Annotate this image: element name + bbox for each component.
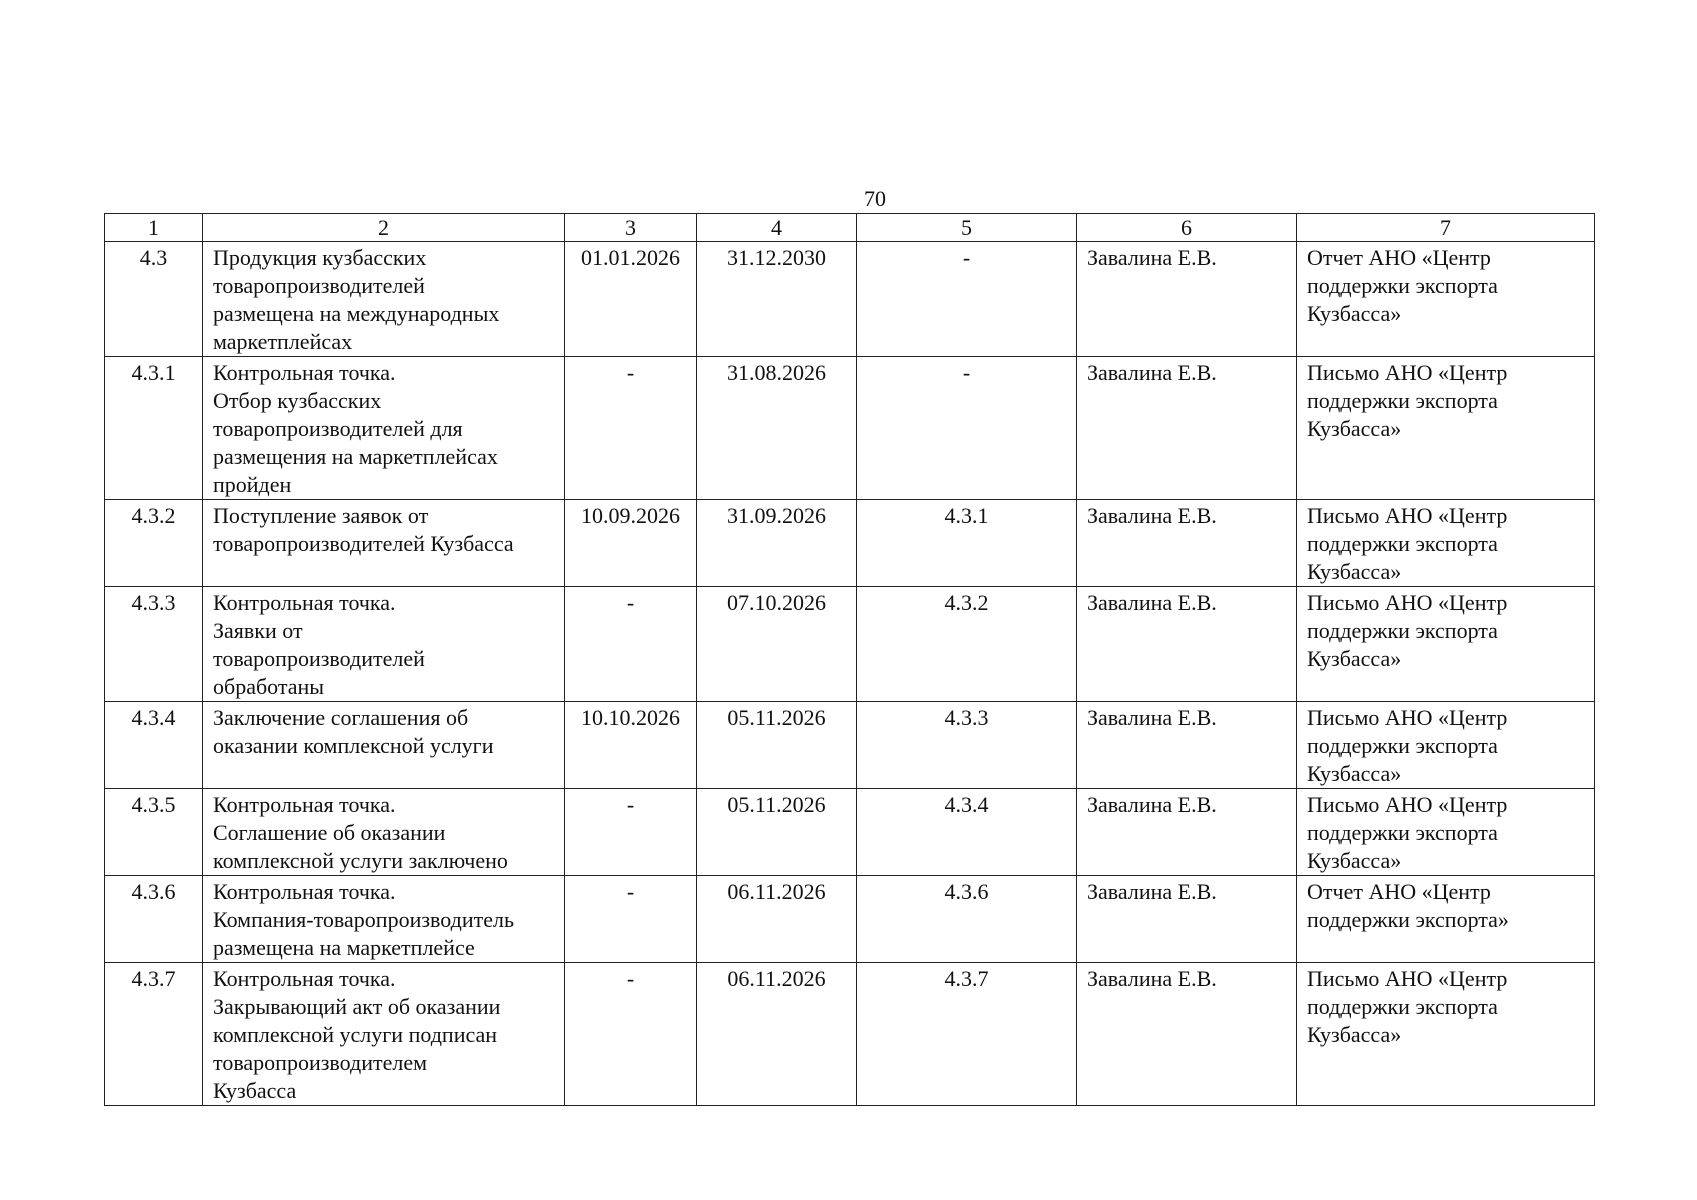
header-cell: 4 bbox=[697, 214, 857, 242]
row-document: Письмо АНО «Центр поддержки экспорта Кузбасса» bbox=[1297, 702, 1595, 789]
row-number: 4.3.2 bbox=[105, 500, 203, 587]
row-end-date: 06.11.2026 bbox=[697, 963, 857, 1106]
row-number: 4.3.3 bbox=[105, 587, 203, 702]
row-name: Поступление заявок от товаропроизводителей Кузбасса bbox=[203, 500, 565, 587]
header-cell: 7 bbox=[1297, 214, 1595, 242]
table-row bbox=[105, 587, 1595, 702]
row-number: 4.3.7 bbox=[105, 963, 203, 1106]
row-document: Письмо АНО «Центр поддержки экспорта Кузбасса» bbox=[1297, 587, 1595, 702]
row-predecessor: 4.3.7 bbox=[857, 963, 1077, 1106]
row-start-date: - bbox=[565, 357, 697, 500]
header-cell: 1 bbox=[105, 214, 203, 242]
row-document: Отчет АНО «Центр поддержки экспорта Кузбасса» bbox=[1297, 242, 1595, 357]
plan-table bbox=[104, 213, 1595, 1106]
header-cell: 2 bbox=[203, 214, 565, 242]
row-name: Контрольная точка. Компания-товаропроизводитель размещена на маркетплейсе bbox=[203, 876, 565, 963]
table-row bbox=[105, 963, 1595, 1106]
row-end-date: 31.08.2026 bbox=[697, 357, 857, 500]
row-document: Письмо АНО «Центр поддержки экспорта Кузбасса» bbox=[1297, 500, 1595, 587]
page-number: 70 bbox=[864, 186, 886, 211]
row-number: 4.3.4 bbox=[105, 702, 203, 789]
row-responsible: Завалина Е.В. bbox=[1077, 702, 1297, 789]
row-end-date: 06.11.2026 bbox=[697, 876, 857, 963]
row-end-date: 05.11.2026 bbox=[697, 702, 857, 789]
table-row bbox=[105, 876, 1595, 963]
row-predecessor: - bbox=[857, 357, 1077, 500]
table-row bbox=[105, 789, 1595, 876]
row-number: 4.3 bbox=[105, 242, 203, 357]
row-responsible: Завалина Е.В. bbox=[1077, 500, 1297, 587]
row-start-date: - bbox=[565, 789, 697, 876]
row-responsible: Завалина Е.В. bbox=[1077, 876, 1297, 963]
row-end-date: 07.10.2026 bbox=[697, 587, 857, 702]
row-name: Заключение соглашения об оказании комплексной услуги bbox=[203, 702, 565, 789]
row-document: Отчет АНО «Центр поддержки экспорта» bbox=[1297, 876, 1595, 963]
row-predecessor: 4.3.2 bbox=[857, 587, 1077, 702]
row-name: Контрольная точка. Заявки от товаропроизводителей обработаны bbox=[203, 587, 565, 702]
header-cell: 6 bbox=[1077, 214, 1297, 242]
row-number: 4.3.6 bbox=[105, 876, 203, 963]
row-predecessor: 4.3.6 bbox=[857, 876, 1077, 963]
row-start-date: 10.09.2026 bbox=[565, 500, 697, 587]
row-document: Письмо АНО «Центр поддержки экспорта Кузбасса» bbox=[1297, 357, 1595, 500]
row-predecessor: 4.3.1 bbox=[857, 500, 1077, 587]
row-responsible: Завалина Е.В. bbox=[1077, 587, 1297, 702]
header-cell: 5 bbox=[857, 214, 1077, 242]
row-predecessor: - bbox=[857, 242, 1077, 357]
row-start-date: 01.01.2026 bbox=[565, 242, 697, 357]
row-name: Продукция кузбасских товаропроизводителей размещена на международных маркетплейсах bbox=[203, 242, 565, 357]
row-end-date: 31.09.2026 bbox=[697, 500, 857, 587]
row-end-date: 05.11.2026 bbox=[697, 789, 857, 876]
row-responsible: Завалина Е.В. bbox=[1077, 789, 1297, 876]
row-document: Письмо АНО «Центр поддержки экспорта Кузбасса» bbox=[1297, 789, 1595, 876]
table-row bbox=[105, 500, 1595, 587]
row-start-date: - bbox=[565, 587, 697, 702]
row-responsible: Завалина Е.В. bbox=[1077, 357, 1297, 500]
row-number: 4.3.5 bbox=[105, 789, 203, 876]
row-start-date: - bbox=[565, 963, 697, 1106]
table-row bbox=[105, 702, 1595, 789]
row-number: 4.3.1 bbox=[105, 357, 203, 500]
row-responsible: Завалина Е.В. bbox=[1077, 963, 1297, 1106]
row-end-date: 31.12.2030 bbox=[697, 242, 857, 357]
row-name: Контрольная точка. Отбор кузбасских товаропроизводителей для размещения на маркетплейсах пройден bbox=[203, 357, 565, 500]
table-row bbox=[105, 242, 1595, 357]
table-header-row bbox=[105, 214, 1595, 242]
table-row bbox=[105, 357, 1595, 500]
row-name: Контрольная точка. Закрывающий акт об оказании комплексной услуги подписан товаропроизводителем Кузбасса bbox=[203, 963, 565, 1106]
header-cell: 3 bbox=[565, 214, 697, 242]
row-start-date: - bbox=[565, 876, 697, 963]
row-predecessor: 4.3.4 bbox=[857, 789, 1077, 876]
row-document: Письмо АНО «Центр поддержки экспорта Кузбасса» bbox=[1297, 963, 1595, 1106]
row-responsible: Завалина Е.В. bbox=[1077, 242, 1297, 357]
row-name: Контрольная точка. Соглашение об оказании комплексной услуги заключено bbox=[203, 789, 565, 876]
row-predecessor: 4.3.3 bbox=[857, 702, 1077, 789]
row-start-date: 10.10.2026 bbox=[565, 702, 697, 789]
